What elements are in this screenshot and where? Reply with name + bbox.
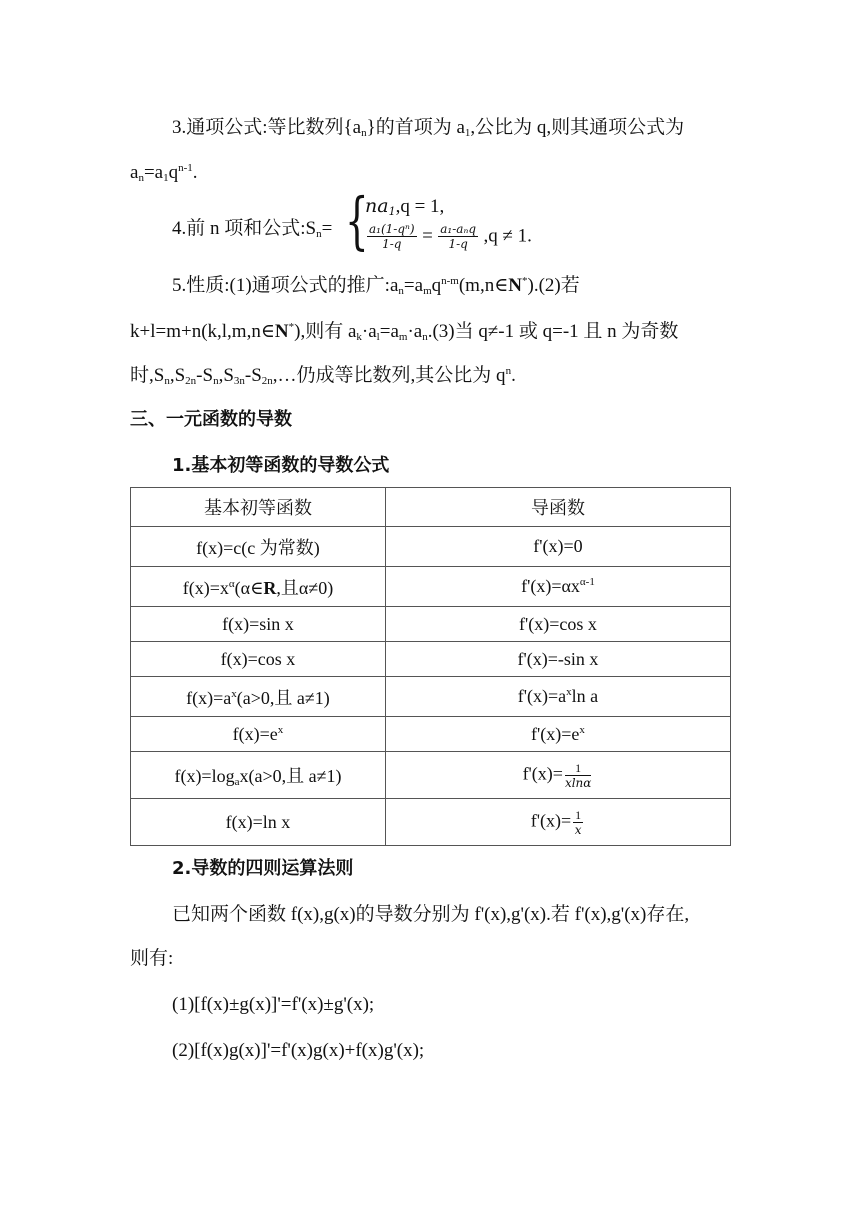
rule-sum: (1)[f(x)±g(x)]'=f'(x)±g'(x); (172, 994, 375, 1015)
properties-line-1: 5.性质:(1)通项公式的推广$:a_n=a_mq^{n-m}(m,n\in N^*).(2)$若 (172, 275, 580, 297)
general-term-formula: $a_n=a_1q^{n-1}$. (130, 162, 198, 184)
sum-case-q-equals-1: $na_1,q = 1$, (365, 195, 445, 218)
table-cell-derivative: $f'(x)=a^x\ln$ a (385, 677, 730, 717)
derivative-fraction: $\frac{1}{x}$ (574, 807, 582, 837)
table-cell-derivative: f'(x)= $\frac{1}{xln\alpha}$ (385, 752, 730, 799)
table-cell-function: f(x)=ln x (131, 799, 386, 846)
properties-line-3: 时$,S_n,S_{2n}-S_n,S_{3n}-S_{2n},\dots$仍成等比数列,其公比为 $q^n$. (130, 365, 516, 387)
derivative-fraction: $\frac{1}{xln\alpha}$ (564, 760, 592, 790)
table-cell-function: $f(x)=a^x(a>0$,且 a≠1) (131, 677, 386, 717)
table-header-function: 基本初等函数 (131, 488, 386, 527)
table-cell-function: $f(x)=\log_ax(a>0$,且 a≠1) (131, 752, 386, 799)
properties-line-2: k+l=m+n(k,l,m,n∈N*),则有 $a_k\cdot a_l=a_m\cdot a_n.(3)$当 q≠-1 或 q=-1 且 n 为奇数 (130, 321, 679, 343)
subsection-title-arithmetic-rules: 2.导数的四则运算法则 (172, 858, 354, 879)
table-cell-function: f(x)=c(c 为常数) (131, 527, 386, 567)
table-row (131, 642, 731, 677)
table-header-row (131, 488, 731, 527)
sum-fraction-2: $\frac{\text{a₁-aₙq}}{1-q}$ (440, 222, 476, 251)
table-cell-function: $f(x)=e^x$ (131, 717, 386, 752)
table-cell-derivative: f'(x)= $\frac{1}{x}$ (385, 799, 730, 846)
table-cell-derivative: f'(x)=-sin x (385, 642, 730, 677)
sum-formula-label: 4.前 n 项和公式$:S_n=$ (172, 218, 333, 240)
section-title: 三、一元函数的导数 (130, 409, 292, 430)
sum-fraction-1: $\frac{\text{a₁(1-qⁿ)}}{1-q}$ (369, 222, 415, 251)
rules-intro-line-1: 已知两个函数 f(x),g(x)的导数分别为 f'(x),g'(x).若 f'(x),g'(x)存在, (172, 904, 690, 925)
table-row (131, 527, 731, 567)
left-brace: { (345, 184, 369, 257)
table-row (131, 799, 731, 846)
table-cell-derivative: f'(x)=0 (385, 527, 730, 567)
table-cell-derivative: f'(x)=cos x (385, 607, 730, 642)
table-cell-function: f(x)=sin x (131, 607, 386, 642)
table-cell-derivative: $f'(x)=\alpha x^{\alpha-1}$ (385, 567, 730, 607)
rules-intro-line-2: 则有: (130, 948, 174, 969)
table-row (131, 677, 731, 717)
rule-product: (2)[f(x)g(x)]'=f'(x)g(x)+f(x)g'(x); (172, 1040, 425, 1061)
table-row (131, 567, 731, 607)
table-header-derivative: 导函数 (385, 488, 730, 527)
subsection-title-derivative-formulas: 1.基本初等函数的导数公式 (172, 455, 390, 476)
sum-case-q-not-1: $\frac{\text{a₁(1-qⁿ)}}{1-q}$ = $\frac{\text{a₁-aₙq}}{1-q}$ ,q ≠ 1. (369, 222, 532, 251)
table-row (131, 752, 731, 799)
derivative-table (130, 487, 731, 846)
table-row (131, 607, 731, 642)
table-cell-function: f(x)=cos x (131, 642, 386, 677)
table-cell-function: $f(x)=x^\alpha(\alpha\in R$,且α≠0) (131, 567, 386, 607)
table-row (131, 717, 731, 752)
sum-piecewise-formula (345, 184, 585, 262)
general-term-paragraph: 3.通项公式:等比数列$\{a_n\}$的首项为 $a_1$,公比为 q,则其通项公式为 (172, 117, 685, 139)
table-cell-derivative: $f'(x)=e^x$ (385, 717, 730, 752)
